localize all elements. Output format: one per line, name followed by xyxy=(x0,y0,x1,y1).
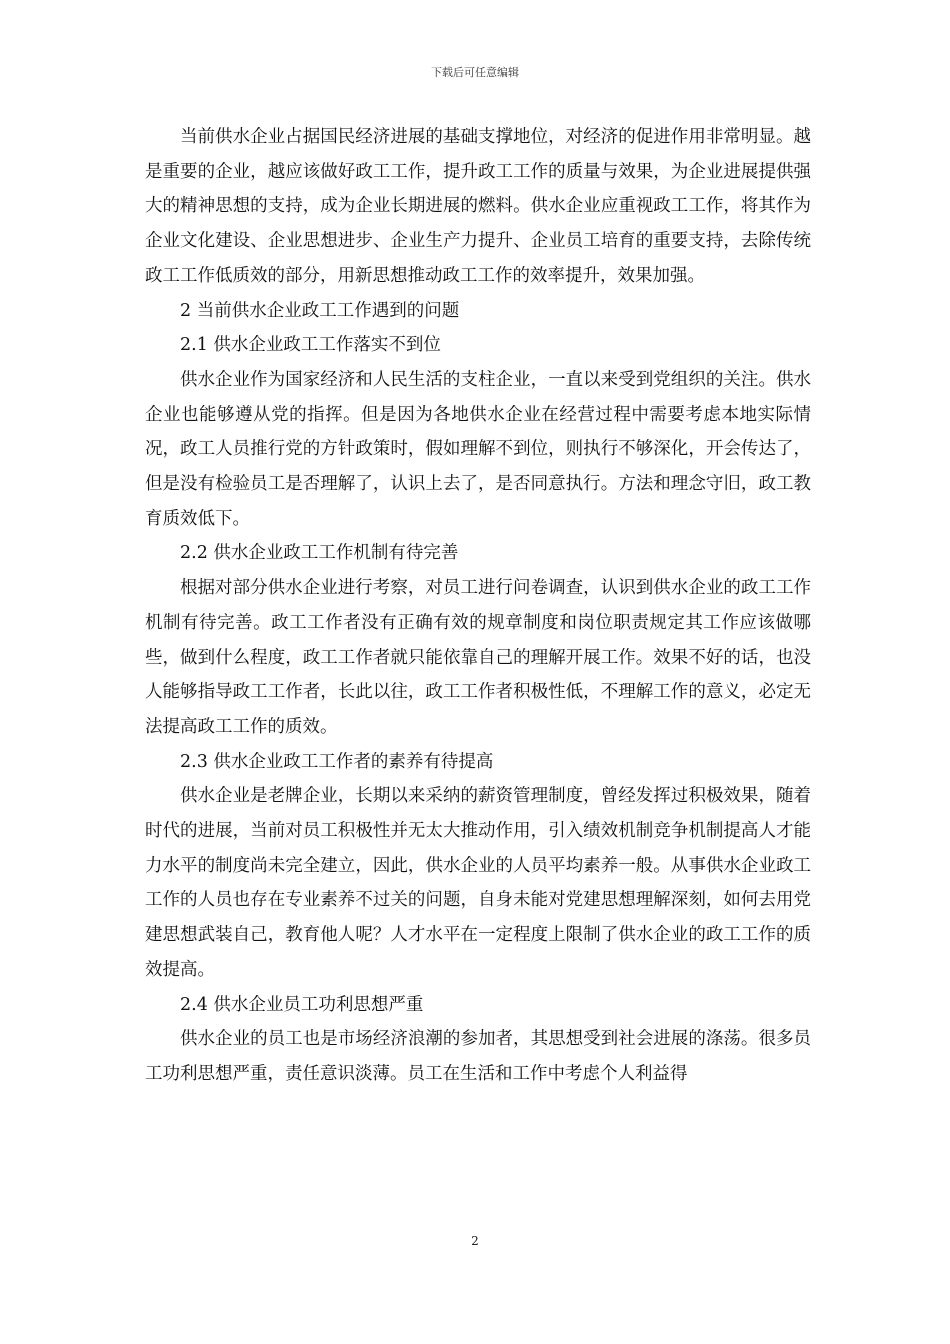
page-header-note: 下载后可任意编辑 xyxy=(431,66,519,79)
paragraph-2-2: 根据对部分供水企业进行考察，对员工进行问卷调查，认识到供水企业的政工工作机制有待完善。政工工作者没有正确有效的规章制度和岗位职责规定其工作应该做哪些，做到什么程度，政工工作者就只能依靠自己的理解开展工作。效果不好的话，也没人能够指导政工工作者，长此以往，政工工作者积极性低，不理解工作的意义，必定无法提高政工工作的质效。 xyxy=(145,578,811,737)
section-heading-2-2: 2.2 供水企业政工工作机制有待完善 xyxy=(180,543,459,564)
paragraph-2-3: 供水企业是老牌企业，长期以来采纳的薪资管理制度，曾经发挥过积极效果，随着时代的进展，当前对员工积极性并无太大推动作用，引入绩效机制竞争机制提高人才能力水平的制度尚未完全建立，因此，供水企业的人员平均素养一般。从事供水企业政工工作的人员也存在专业素养不过关的问题，自身未能对党建思想理解深刻，如何去用党建思想武装自己，教育他人呢？人才水平在一定程度上限制了供水企业的政工工作的质效提高。 xyxy=(145,786,811,980)
section-heading-2-3: 2.3 供水企业政工工作者的素养有待提高 xyxy=(180,751,494,772)
section-heading-2: 2 当前供水企业政工工作遇到的问题 xyxy=(180,300,460,321)
paragraph-2-1: 供水企业作为国家经济和人民生活的支柱企业，一直以来受到党组织的关注。供水企业也能够遵从党的指挥。但是因为各地供水企业在经营过程中需要考虑本地实际情况，政工人员推行党的方针政策时，假如理解不到位，则执行不够深化，开会传达了，但是没有检验员工是否理解了，认识上去了，是否同意执行。方法和理念守旧，政工教育质效低下。 xyxy=(145,369,811,529)
paragraph-intro: 当前供水企业占据国民经济进展的基础支撑地位，对经济的促进作用非常明显。越是重要的企业，越应该做好政工工作，提升政工工作的质量与效果，为企业进展提供强大的精神思想的支持，成为企业长期进展的燃料。供水企业应重视政工工作，将其作为企业文化建设、企业思想进步、企业生产力提升、企业员工培育的重要支持，去除传统政工工作低质效的部分，用新思想推动政工工作的效率提升，效果加强。 xyxy=(145,127,811,286)
section-heading-2-4: 2.4 供水企业员工功利思想严重 xyxy=(180,994,424,1015)
document-body xyxy=(145,120,811,1092)
page-number: 2 xyxy=(471,1234,479,1248)
paragraph-2-4: 供水企业的员工也是市场经济浪潮的参加者，其思想受到社会进展的涤荡。很多员工功利思想严重，责任意识淡薄。员工在生活和工作中考虑个人利益得 xyxy=(145,1029,811,1084)
section-heading-2-1: 2.1 供水企业政工工作落实不到位 xyxy=(180,335,441,356)
